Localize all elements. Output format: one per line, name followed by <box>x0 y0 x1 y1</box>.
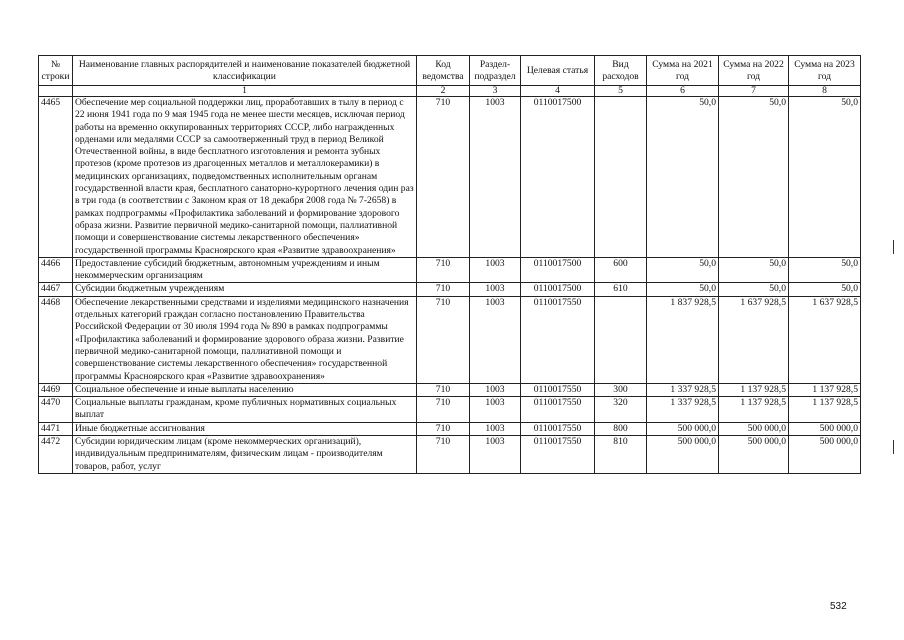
section-code: 1003 <box>470 383 521 396</box>
sum-2023: 500 000,0 <box>789 436 861 474</box>
table-row <box>39 97 861 258</box>
table-row <box>39 397 861 423</box>
department-code: 710 <box>417 257 470 283</box>
row-number: 4467 <box>39 283 73 296</box>
header-sum-2023: Сумма на 2023 год <box>789 56 861 86</box>
row-number: 4466 <box>39 257 73 283</box>
row-number: 4468 <box>39 296 73 383</box>
row-name: Обеспечение мер социальной поддержки лиц, проработавших в тылу в период с 22 июня 1941 года по 9 мая 1945 года не менее шести месяцев, исключая период работы на временно оккупированных территориях СССР, либо награжденных орденами или медалями СССР за самоотверженный труд в период Великой Отечественной войны, в виде бесплатного изготовления и ремонта зубных протезов (кроме протезов из драгоценных металлов и металлокерамики) в медицинских организациях, подведомственных исполнительным органам государственной власти края, бесплатного санаторно-курортного лечения один раз в три года (в соответствии с Законом края от 18 декабря 2008 года № 7-2658) в рамках подпрограммы «Профилактика заболеваний и формирование здорового образа жизни. Развитие первичной медико-санитарной помощи, паллиативной помощи и совершенствование системы лекарственного обеспечения» государственной программы Красноярского края «Развитие здравоохранения» <box>73 97 417 258</box>
department-code: 710 <box>417 296 470 383</box>
sum-2021: 50,0 <box>647 97 719 258</box>
header-expense-type: Вид расходов <box>595 56 647 86</box>
header-row <box>39 56 861 86</box>
department-code: 710 <box>417 97 470 258</box>
sum-2022: 500 000,0 <box>719 422 789 435</box>
header-section: Раздел-подраздел <box>470 56 521 86</box>
sum-2021: 500 000,0 <box>647 436 719 474</box>
header-name: Наименование главных распорядителей и наименование показателей бюджетной классификации <box>73 56 417 86</box>
department-code: 710 <box>417 397 470 423</box>
sum-2022: 50,0 <box>719 97 789 258</box>
target-article: 0110017500 <box>521 97 595 258</box>
column-number: 2 <box>417 86 470 97</box>
expense-type: 300 <box>595 383 647 396</box>
scan-mark <box>893 240 894 254</box>
page-number: 532 <box>830 601 847 612</box>
section-code: 1003 <box>470 296 521 383</box>
section-code: 1003 <box>470 283 521 296</box>
column-number <box>39 86 73 97</box>
target-article: 0110017550 <box>521 296 595 383</box>
table-row <box>39 257 861 283</box>
target-article: 0110017550 <box>521 436 595 474</box>
column-number: 8 <box>789 86 861 97</box>
row-name: Социальные выплаты гражданам, кроме публичных нормативных социальных выплат <box>73 397 417 423</box>
expense-type: 600 <box>595 257 647 283</box>
department-code: 710 <box>417 436 470 474</box>
target-article: 0110017550 <box>521 422 595 435</box>
scan-mark <box>893 440 894 454</box>
column-number-row <box>39 86 861 97</box>
header-row-number: № строки <box>39 56 73 86</box>
header-department-code: Код ведомства <box>417 56 470 86</box>
table-row <box>39 383 861 396</box>
department-code: 710 <box>417 283 470 296</box>
sum-2022: 50,0 <box>719 283 789 296</box>
sum-2022: 50,0 <box>719 257 789 283</box>
section-code: 1003 <box>470 397 521 423</box>
table-row <box>39 422 861 435</box>
table-row <box>39 296 861 383</box>
sum-2022: 1 137 928,5 <box>719 397 789 423</box>
target-article: 0110017500 <box>521 257 595 283</box>
column-number: 4 <box>521 86 595 97</box>
expense-type: 610 <box>595 283 647 296</box>
sum-2023: 1 137 928,5 <box>789 383 861 396</box>
section-code: 1003 <box>470 436 521 474</box>
sum-2022: 500 000,0 <box>719 436 789 474</box>
row-name: Обеспечение лекарственными средствами и изделиями медицинского назначения отдельных категорий граждан согласно постановлению Правительства Российской Федерации от 30 июля 1994 года № 890 в рамках подпрограммы «Профилактика заболеваний и формирование здорового образа жизни. Развитие первичной медико-санитарной помощи, паллиативной помощи и совершенствование системы лекарственного обеспечения» государственной программы Красноярского края «Развитие здравоохранения» <box>73 296 417 383</box>
expense-type <box>595 296 647 383</box>
expense-type: 320 <box>595 397 647 423</box>
sum-2021: 500 000,0 <box>647 422 719 435</box>
sum-2023: 50,0 <box>789 283 861 296</box>
row-number: 4470 <box>39 397 73 423</box>
section-code: 1003 <box>470 422 521 435</box>
row-number: 4472 <box>39 436 73 474</box>
target-article: 0110017550 <box>521 383 595 396</box>
header-sum-2021: Сумма на 2021 год <box>647 56 719 86</box>
column-number: 7 <box>719 86 789 97</box>
budget-table <box>38 55 861 474</box>
sum-2021: 50,0 <box>647 283 719 296</box>
table-row <box>39 436 861 474</box>
table-row <box>39 283 861 296</box>
sum-2023: 50,0 <box>789 257 861 283</box>
expense-type <box>595 97 647 258</box>
sum-2021: 1 837 928,5 <box>647 296 719 383</box>
row-name: Субсидии бюджетным учреждениям <box>73 283 417 296</box>
column-number: 6 <box>647 86 719 97</box>
section-code: 1003 <box>470 257 521 283</box>
target-article: 0110017500 <box>521 283 595 296</box>
row-name: Предоставление субсидий бюджетным, автономным учреждениям и иным некоммерческим организациям <box>73 257 417 283</box>
header-target-article: Целевая статья <box>521 56 595 86</box>
sum-2023: 1 137 928,5 <box>789 397 861 423</box>
department-code: 710 <box>417 422 470 435</box>
expense-type: 800 <box>595 422 647 435</box>
row-name: Социальное обеспечение и иные выплаты населению <box>73 383 417 396</box>
department-code: 710 <box>417 383 470 396</box>
section-code: 1003 <box>470 97 521 258</box>
sum-2022: 1 637 928,5 <box>719 296 789 383</box>
sum-2022: 1 137 928,5 <box>719 383 789 396</box>
column-number: 5 <box>595 86 647 97</box>
sum-2021: 1 337 928,5 <box>647 397 719 423</box>
expense-type: 810 <box>595 436 647 474</box>
sum-2021: 1 337 928,5 <box>647 383 719 396</box>
column-number: 1 <box>73 86 417 97</box>
row-number: 4469 <box>39 383 73 396</box>
row-number: 4465 <box>39 97 73 258</box>
column-number: 3 <box>470 86 521 97</box>
target-article: 0110017550 <box>521 397 595 423</box>
sum-2023: 500 000,0 <box>789 422 861 435</box>
row-number: 4471 <box>39 422 73 435</box>
header-sum-2022: Сумма на 2022 год <box>719 56 789 86</box>
row-name: Субсидии юридическим лицам (кроме некоммерческих организаций), индивидуальным предпринимателям, физическим лицам - производителям товаров, работ, услуг <box>73 436 417 474</box>
sum-2021: 50,0 <box>647 257 719 283</box>
sum-2023: 1 637 928,5 <box>789 296 861 383</box>
row-name: Иные бюджетные ассигнования <box>73 422 417 435</box>
sum-2023: 50,0 <box>789 97 861 258</box>
